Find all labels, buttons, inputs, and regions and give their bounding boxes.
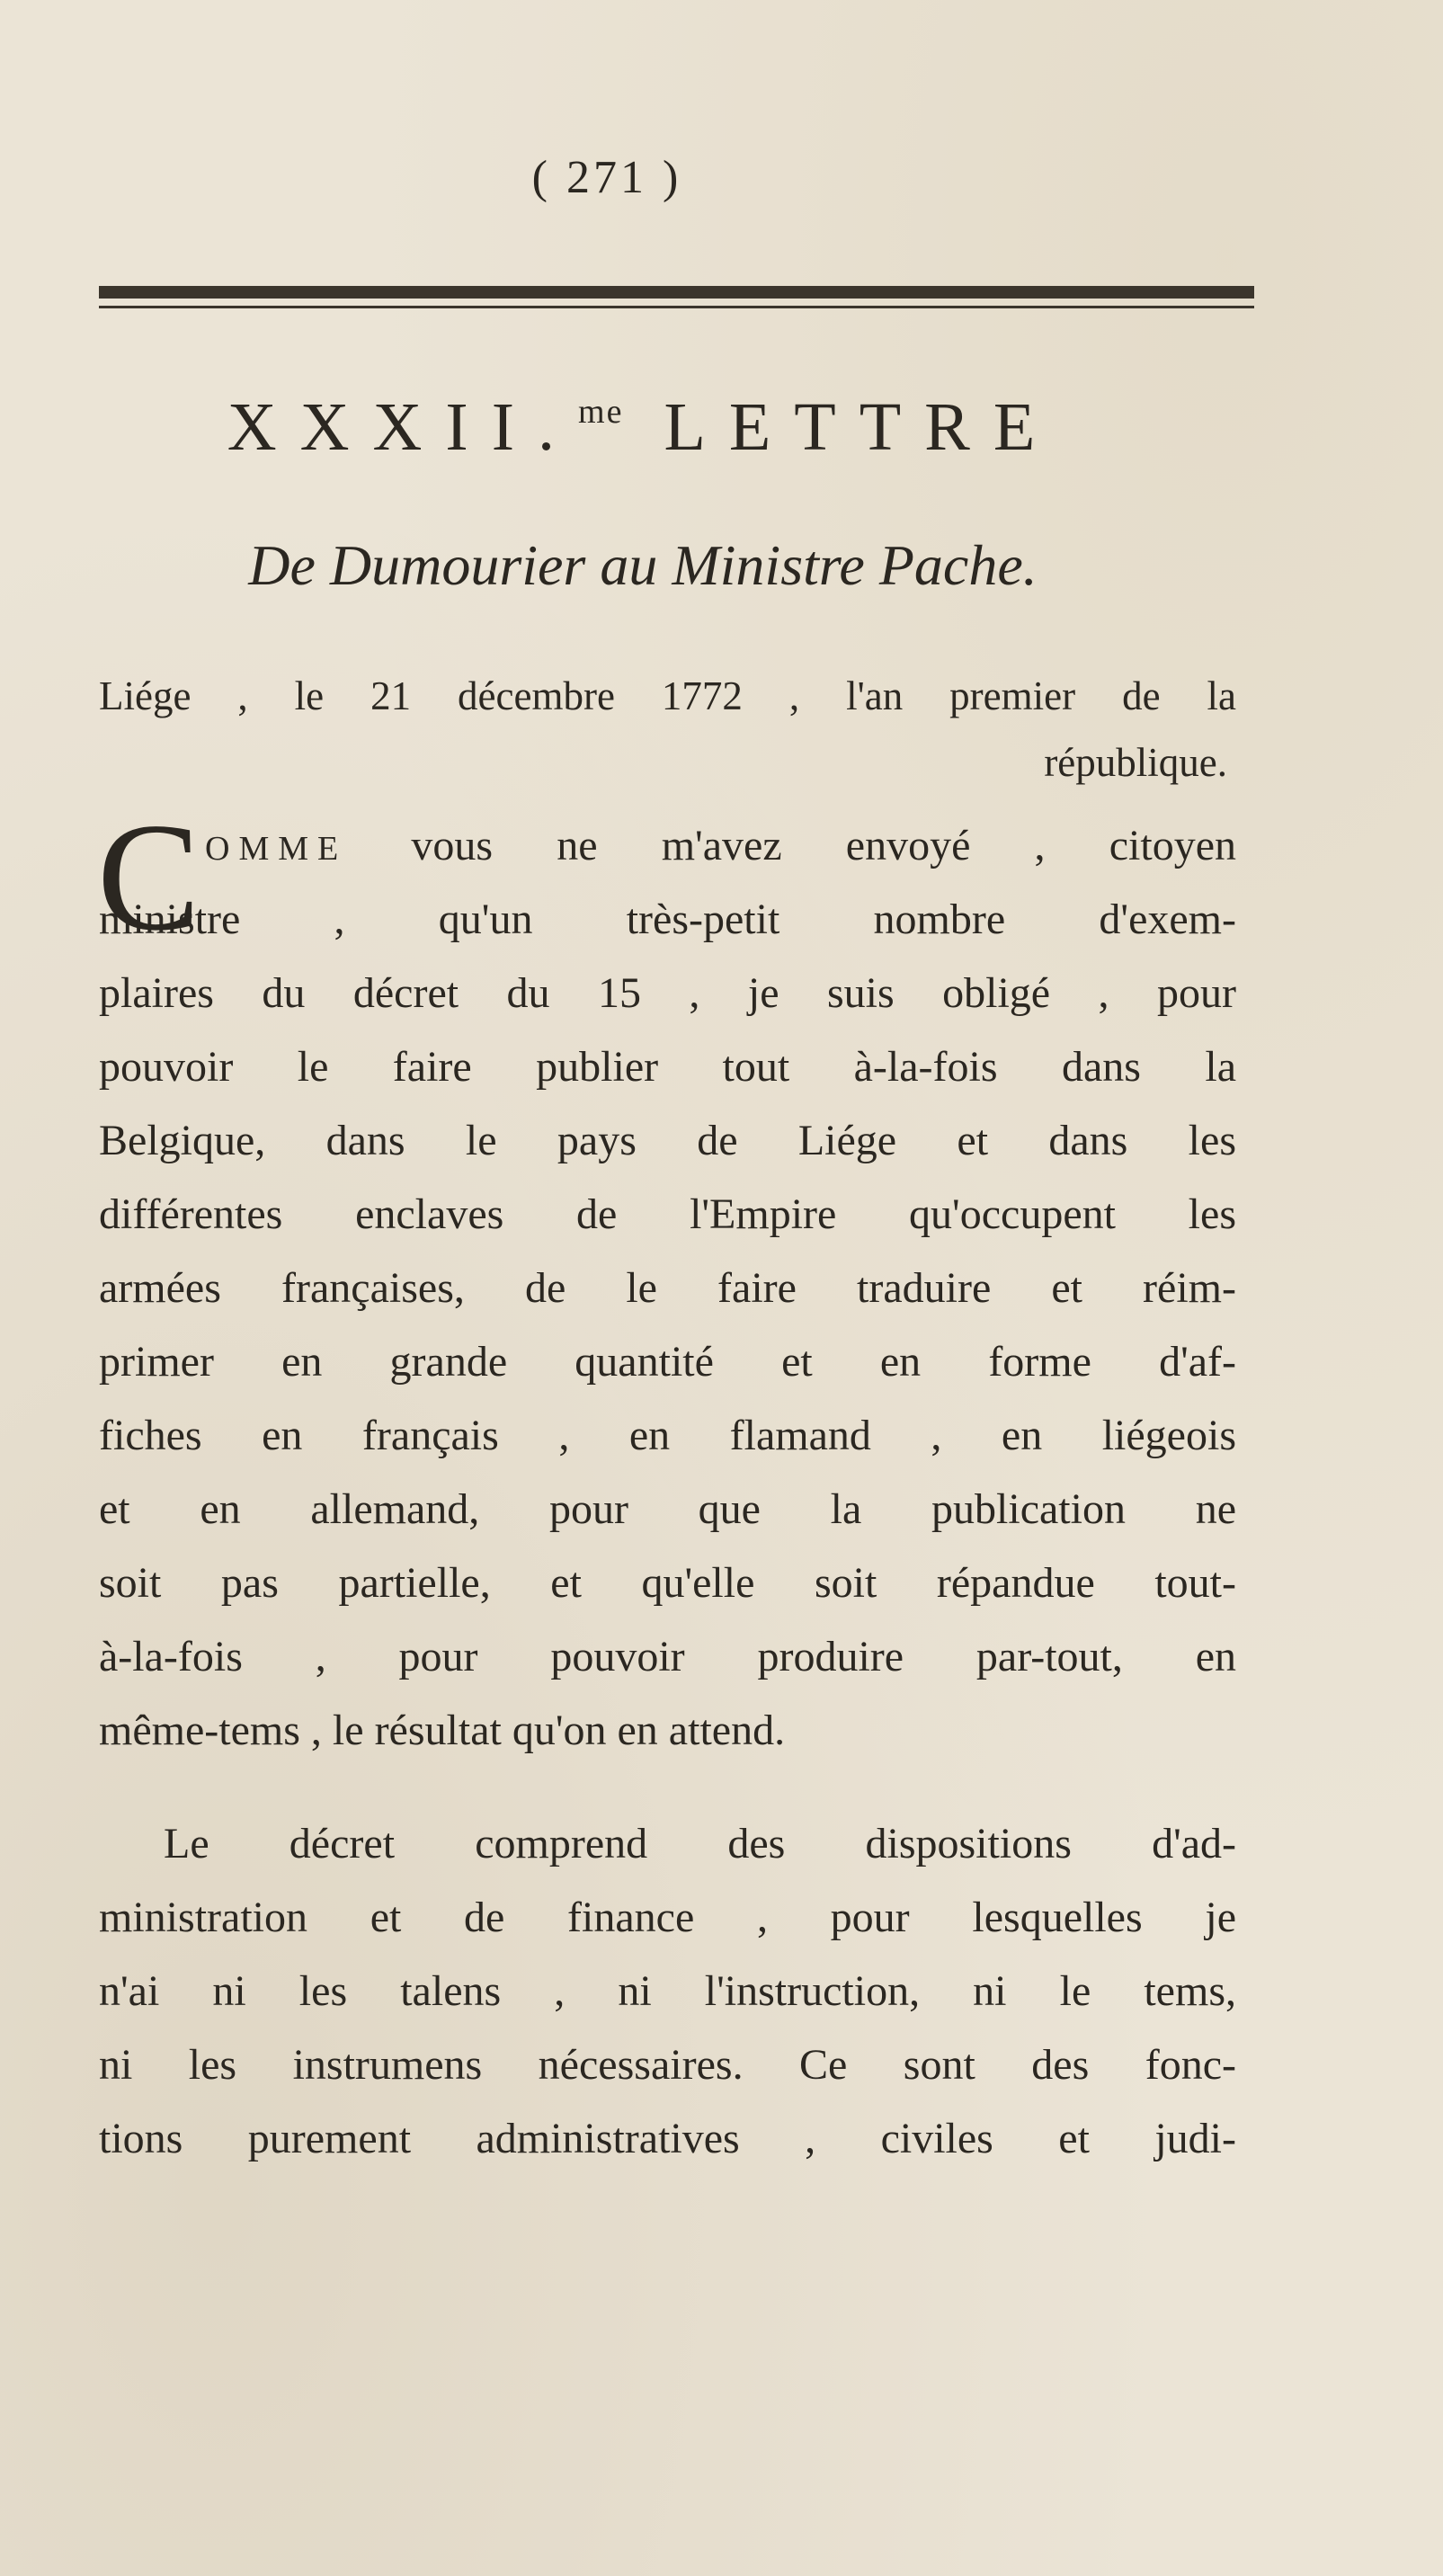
paragraph-line: Le décret comprend des dispositions d'ad- xyxy=(164,1820,1236,1867)
opening-small-caps: OMME xyxy=(205,830,348,868)
letter-number-suffix: me xyxy=(578,393,624,431)
paragraph-line: plaires du décret du 15 , je suis obligé , pour xyxy=(99,969,1236,1017)
paragraph-line: et en allemand, pour que la publication ne xyxy=(99,1485,1236,1533)
paragraph-line: n'ai ni les talens , ni l'instruction, ni le tems, xyxy=(99,1967,1236,2015)
paragraph-line: ministration et de finance , pour lesquelles je xyxy=(99,1894,1236,1941)
paragraph-line: ministre , qu'un très-petit nombre d'exem- xyxy=(99,896,1236,943)
letter-number: XXXII. xyxy=(227,389,579,465)
drop-cap: C xyxy=(97,792,200,963)
letter-heading xyxy=(0,388,1286,467)
dateline-continuation: république. xyxy=(1044,740,1227,785)
paragraph-1 xyxy=(99,809,1236,1768)
paragraph-line: pouvoir le faire publier tout à-la-fois dans la xyxy=(99,1043,1236,1091)
letter-subtitle: De Dumourier au Ministre Pache. xyxy=(248,533,1038,597)
header-rule-thin xyxy=(99,306,1254,308)
paragraph-line: primer en grande quantité et en forme d'af- xyxy=(99,1338,1236,1386)
paragraph-line: armées françaises, de le faire traduire et réim- xyxy=(99,1264,1236,1312)
paragraph-line: OMME vous ne m'avez envoyé , citoyen xyxy=(205,822,1236,869)
dateline: Liége , le 21 décembre 1772 , l'an premier de la xyxy=(99,673,1236,718)
paragraph-line: ni les instrumens nécessaires. Ce sont des fonc- xyxy=(99,2041,1236,2089)
paragraph-2 xyxy=(99,1807,1236,2176)
page-number: ( 271 ) xyxy=(531,152,682,203)
paragraph-line: différentes enclaves de l'Empire qu'occupent les xyxy=(99,1190,1236,1238)
paragraph-line: même-tems , le résultat qu'on en attend. xyxy=(99,1707,786,1754)
header-rule-thick xyxy=(99,286,1254,299)
paragraph-line: à-la-fois , pour pouvoir produire par-tout, en xyxy=(99,1633,1236,1680)
paragraph-line: tions purement administratives , civiles et judi- xyxy=(99,2115,1236,2162)
letter-word: LETTRE xyxy=(664,389,1059,465)
paragraph-line: fiches en français , en flamand , en liégeois xyxy=(99,1412,1236,1459)
paragraph-line: soit pas partielle, et qu'elle soit répandue tout- xyxy=(99,1559,1236,1607)
paragraph-line: Belgique, dans le pays de Liége et dans les xyxy=(99,1117,1236,1164)
